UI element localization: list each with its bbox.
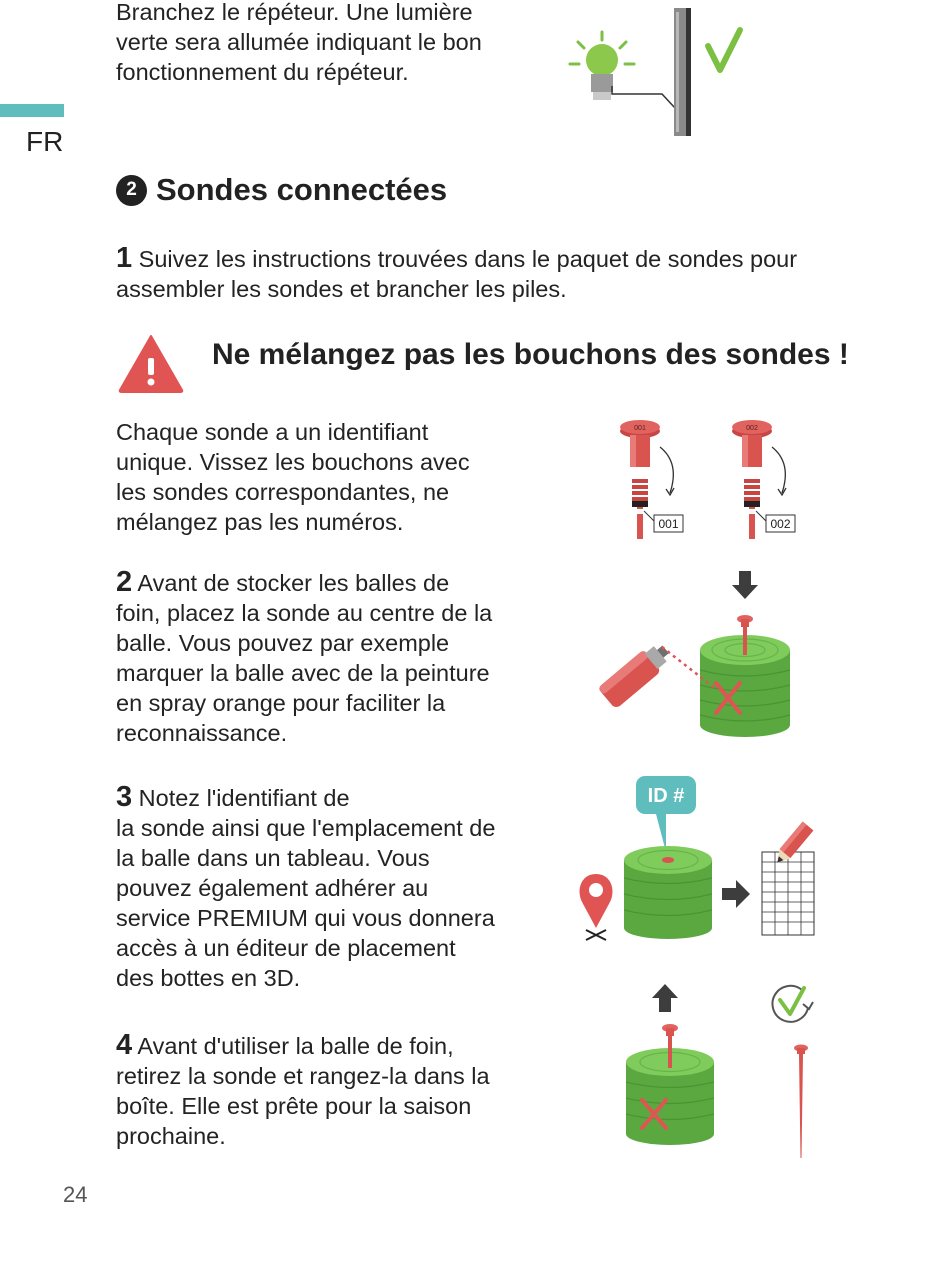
warning-text: Chaque sonde a un identifiant unique. Vissez les bouchons avec les sondes correspondantes, ne mélangez pas les numéros. xyxy=(116,419,470,535)
step-3-text-rest: la sonde ainsi que l'emplacement de la balle dans un tableau. Vous pouvez également adhérer au service PREMIUM qui vous donnera accès à un éditeur de placement des bottes en 3D. xyxy=(116,815,496,991)
step-2-number: 2 xyxy=(116,566,133,598)
probe-002 xyxy=(732,420,795,539)
check-icon xyxy=(708,30,740,70)
step-3-number: 3 xyxy=(116,781,133,813)
cap-001-label: 001 xyxy=(634,425,646,432)
probe-001-label: 001 xyxy=(658,517,679,531)
green-light-icon xyxy=(570,32,634,100)
step-3 xyxy=(116,782,496,993)
cap-002-label: 002 xyxy=(746,425,758,432)
step-2-text: Avant de stocker les balles de foin, placez la sonde au centre de la balle. Vous pouvez par exemple marquer la balle avec de la peinture en spray orange pour faciliter la reconnaissance. xyxy=(116,570,493,746)
refresh-check-icon xyxy=(772,986,813,1022)
step-1-text: Suivez les instructions trouvées dans le paquet de sondes pour assembler les sondes et brancher les piles. xyxy=(116,246,798,302)
step-3-text-first: Notez l'identifiant de xyxy=(138,785,350,811)
probe-002-label: 002 xyxy=(770,517,791,531)
id-badge-label: ID # xyxy=(647,785,685,807)
spray-can-icon xyxy=(598,639,716,710)
page-number: 24 xyxy=(63,1182,88,1207)
probe-caps-illustration xyxy=(600,415,820,545)
repeater-illustration xyxy=(560,0,760,145)
location-record-illustration xyxy=(574,772,824,947)
arrow-right-icon xyxy=(722,880,750,908)
step-1-number: 1 xyxy=(116,242,133,274)
intro-text: Branchez le répéteur. Une lumière verte sera allumée indiquant le bon fonctionnement du répéteur. xyxy=(116,0,482,85)
step-4 xyxy=(116,1030,496,1151)
arrow-up-icon xyxy=(652,984,678,1012)
probe-removal-illustration xyxy=(620,982,825,1162)
section-number-badge: 2 xyxy=(116,175,147,206)
step-4-number: 4 xyxy=(116,1029,133,1061)
repeater-device xyxy=(674,8,691,136)
probe-001 xyxy=(620,420,683,539)
section-title xyxy=(116,172,447,208)
table-icon xyxy=(762,852,814,935)
spray-marking-illustration xyxy=(590,565,805,740)
arrow-down-icon xyxy=(732,571,758,599)
id-badge xyxy=(636,776,696,852)
language-tab: FR xyxy=(26,126,64,157)
warning-title: Ne mélangez pas les bouchons des sondes ! xyxy=(212,338,849,371)
step-1 xyxy=(116,243,856,304)
hay-bale xyxy=(624,846,712,939)
warning-triangle-icon xyxy=(117,332,185,394)
step-4-text: Avant d'utiliser la balle de foin, retirez la sonde et rangez-la dans la boîte. Elle est prête pour la saison prochaine. xyxy=(116,1033,490,1149)
location-pin-icon xyxy=(580,874,613,940)
stored-probe xyxy=(794,1045,808,1159)
step-2 xyxy=(116,567,496,748)
side-accent-bar xyxy=(0,104,64,117)
section-title-text: Sondes connectées xyxy=(156,172,448,207)
